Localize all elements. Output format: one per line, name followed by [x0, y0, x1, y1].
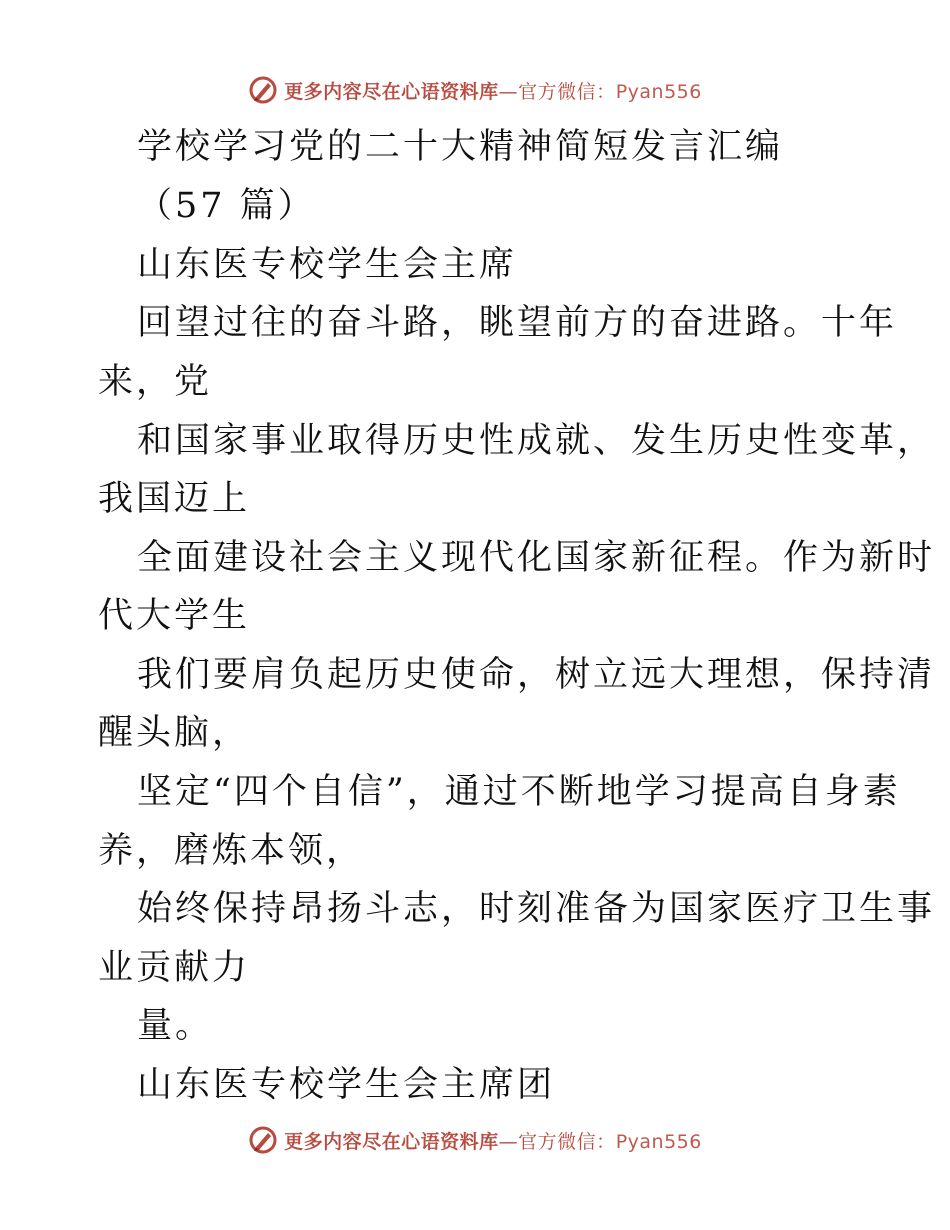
paragraph-line: 回望过往的奋斗路，眺望前方的奋进路。十年: [137, 303, 898, 343]
paragraph-line: 我国迈上: [98, 479, 251, 519]
header-banner-main: 更多内容尽在心语资料库: [284, 80, 499, 103]
header-banner-text: [284, 77, 702, 104]
paragraph-line: 全面建设社会主义现代化国家新征程。作为新时: [137, 538, 936, 578]
paragraph-line: 和国家事业取得历史性成就、发生历史性变革，: [137, 421, 936, 461]
paragraph-line: 业贡献力: [98, 948, 251, 988]
paragraph-line: 量。: [137, 1006, 214, 1046]
footer-banner-main: 更多内容尽在心语资料库: [284, 1130, 499, 1153]
speaker-heading: 山东医专校学生会主席团: [137, 1065, 556, 1105]
footer-banner-dash: —: [498, 1130, 519, 1153]
paragraph-line: 始终保持昂扬斗志，时刻准备为国家医疗卫生事: [137, 889, 936, 929]
header-banner-account: Pyan556: [615, 80, 702, 103]
document-title: 学校学习党的二十大精神简短发言汇编: [137, 127, 784, 167]
header-banner-dash: —: [498, 80, 519, 103]
paragraph-line: 代大学生: [98, 596, 251, 636]
paragraph-line: 我们要肩负起历史使命，树立远大理想，保持清: [137, 655, 936, 695]
paragraph-line: 坚定“四个自信”，通过不断地学习提高自身素: [137, 772, 901, 812]
pen-logo-icon: [248, 1125, 278, 1155]
pen-logo-icon: [248, 75, 278, 105]
paragraph-line: 来，党: [98, 362, 213, 402]
footer-banner-sub: 官方微信：: [518, 1130, 616, 1153]
header-banner-sub: 官方微信：: [518, 80, 616, 103]
header-banner-inner: [248, 75, 702, 105]
footer-watermark-banner: [0, 1122, 950, 1158]
document-subtitle: （57 篇）: [137, 186, 316, 226]
footer-banner-account: Pyan556: [615, 1130, 702, 1153]
paragraph-line: 醒头脑，: [98, 713, 251, 753]
footer-banner-inner: [248, 1125, 702, 1155]
header-watermark-banner: [0, 72, 950, 108]
footer-banner-text: [284, 1127, 702, 1154]
speaker-heading: 山东医专校学生会主席: [137, 245, 518, 285]
paragraph-line: 养，磨炼本领，: [98, 831, 365, 871]
